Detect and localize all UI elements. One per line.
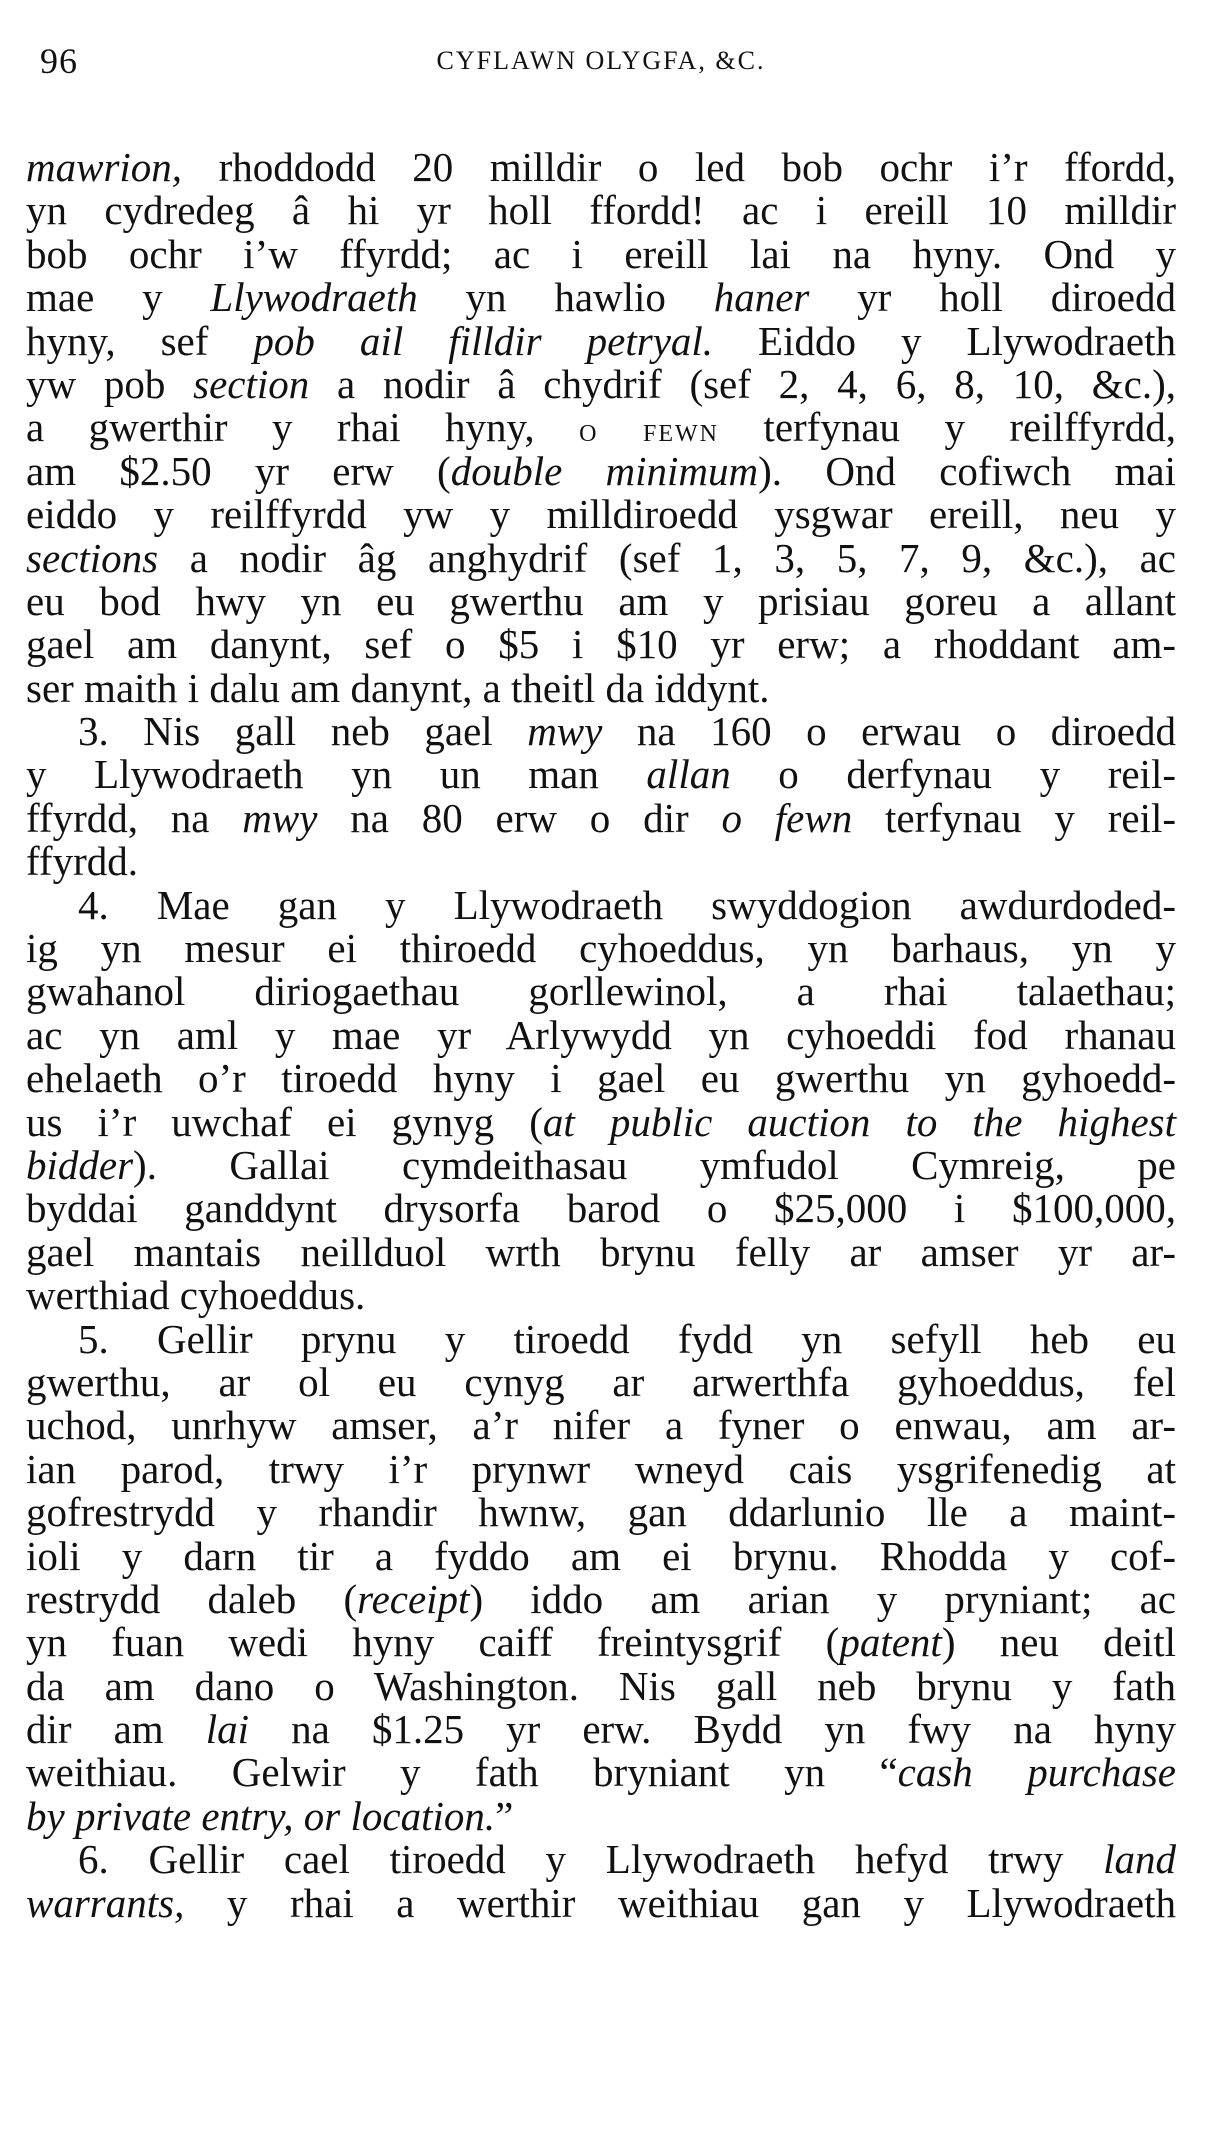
- italic-text: cash purchase: [897, 1749, 1176, 1796]
- text-line: [26, 840, 1176, 883]
- italic-text: mawrion,: [26, 144, 183, 190]
- text-run: werthiad cyhoeddus.: [26, 1272, 366, 1319]
- text-run: dir am: [26, 1706, 206, 1753]
- text-run: ian parod, trwy i’r prynwr wneyd cais ysgrifenedig at: [26, 1445, 1176, 1492]
- text-line: [26, 276, 1176, 319]
- running-title: CYFLAWN OLYGFA, &C.: [436, 46, 766, 75]
- text-line: [26, 1575, 1176, 1622]
- text-run: hyny, sef: [26, 317, 254, 364]
- text-run: yn cydredeg â hi yr holl ffordd! ac i ereill 10 milldir: [26, 187, 1176, 234]
- book-page: [26, 40, 1176, 1925]
- text-run: gwerthu, ar ol eu cynyg ar arwerthfa gyhoeddus, fel: [26, 1358, 1176, 1405]
- text-line: [26, 1792, 1176, 1839]
- text-line: [26, 1751, 1176, 1794]
- text-line: [26, 1404, 1176, 1447]
- text-run: yn hawlio: [417, 274, 714, 321]
- text-line: [26, 1491, 1176, 1534]
- text-run: na 160 o erwau o diroedd: [602, 708, 1176, 755]
- text-line: [26, 1098, 1176, 1145]
- text-line: [26, 1662, 1176, 1709]
- text-line: [26, 794, 1177, 841]
- italic-text: by private entry, or location.: [26, 1792, 496, 1839]
- text-line: [26, 577, 1176, 624]
- text-run: terfynau y reilffyrdd,: [719, 404, 1176, 451]
- italic-text: mwy: [242, 794, 318, 841]
- text-line: [26, 1274, 1176, 1317]
- text-run: y Llywodraeth yn un man: [26, 751, 647, 798]
- body-text: [26, 146, 1176, 1925]
- text-run: ) iddo am arian y pryniant; ac: [469, 1575, 1176, 1622]
- text-line: [26, 1879, 1176, 1926]
- text-run: ig yn mesur ei thiroedd cyhoeddus, yn barhaus, yn y: [26, 925, 1176, 972]
- italic-text: bidder: [26, 1141, 134, 1188]
- text-run: bob ochr i’w ffyrdd; ac i ereill lai na hyny. Ond y: [26, 230, 1176, 277]
- text-run: byddai ganddynt drysorfa barod o $25,000 i $100,000,: [26, 1185, 1176, 1232]
- text-run: na $1.25 yr erw. Bydd yn fwy na hyny: [249, 1706, 1176, 1753]
- text-line: [26, 753, 1176, 796]
- text-run: restrydd daleb (: [26, 1575, 358, 1622]
- text-run: ser maith i dalu am danynt, a theitl da iddynt.: [26, 664, 770, 711]
- text-run: uchod, unrhyw amser, a’r nifer a fyner o enwau, am ar-: [26, 1402, 1176, 1449]
- text-line: [26, 970, 1176, 1013]
- text-line: [26, 927, 1176, 970]
- italic-text: o fewn: [721, 794, 853, 841]
- text-run: us i’r uwchaf ei gynyg (: [26, 1098, 543, 1145]
- text-run: weithiau. Gelwir y fath bryniant yn “: [26, 1749, 898, 1796]
- text-run: ). Gallai cymdeithasau ymfudol Cymreig, pe: [133, 1141, 1176, 1188]
- text-line: [26, 493, 1176, 536]
- page-header: [26, 40, 1176, 100]
- text-line: [26, 1187, 1176, 1230]
- text-run: yr holl diroedd: [809, 274, 1176, 321]
- text-run: eiddo y reilffyrdd yw y milldiroedd ysgwar ereill, neu y: [26, 491, 1176, 538]
- text-run: ffyrdd.: [26, 838, 138, 885]
- page-number: 96: [40, 41, 78, 81]
- text-line: [26, 1011, 1176, 1058]
- text-line: [26, 447, 1176, 494]
- text-run: ehelaeth o’r tiroedd hyny i gael eu gwerthu yn gyhoedd-: [26, 1055, 1176, 1102]
- text-run: ffyrdd, na: [26, 794, 243, 841]
- text-run: 5. Gellir prynu y tiroedd fydd yn sefyll heb eu: [78, 1315, 1176, 1362]
- text-line: [26, 1141, 1176, 1188]
- italic-text: Llywodraeth: [210, 274, 418, 321]
- italic-text: pob ail filldir petryal.: [253, 317, 714, 364]
- text-line: [26, 189, 1176, 232]
- text-line: [26, 1057, 1176, 1100]
- text-run: a nodir â chydrif (sef 2, 4, 6, 8, 10, &c.),: [309, 360, 1176, 407]
- italic-text: at public auction to the highest: [542, 1098, 1176, 1145]
- text-line: [26, 1445, 1176, 1492]
- text-run: yn fuan wedi hyny caiff freintysgrif (: [26, 1619, 840, 1666]
- text-line: [26, 1708, 1176, 1751]
- text-line: [26, 230, 1176, 277]
- text-line: [26, 664, 1176, 711]
- text-line: [26, 1621, 1176, 1664]
- text-run: na 80 erw o dir: [317, 794, 722, 841]
- italic-text: land: [1103, 1836, 1176, 1883]
- text-run: 6. Gellir cael tiroedd y Llywodraeth hefyd trwy: [78, 1836, 1104, 1883]
- text-run: Eiddo y Llywodraeth: [713, 317, 1177, 364]
- text-run: da am dano o Washington. Nis gall neb brynu y fath: [26, 1662, 1176, 1709]
- text-run: yw pob: [26, 360, 194, 407]
- text-line: [26, 317, 1177, 364]
- italic-text: allan: [646, 751, 731, 798]
- text-run: gofrestrydd y rhandir hwnw, gan ddarlunio lle a maint-: [26, 1489, 1176, 1536]
- text-line: [26, 1532, 1176, 1579]
- text-run: ). Ond cofiwch mai: [758, 447, 1176, 494]
- text-line: [26, 1838, 1176, 1881]
- text-run: 3. Nis gall neb gael: [78, 708, 528, 755]
- text-run: ioli y darn tir a fyddo am ei brynu. Rhodda y cof-: [26, 1532, 1176, 1579]
- text-run: gael am danynt, sef o $5 i $10 yr erw; a rhoddant am-: [26, 621, 1176, 668]
- italic-text: double minimum: [450, 447, 759, 494]
- text-run: am $2.50 yr erw (: [26, 447, 451, 494]
- text-line: [26, 881, 1176, 928]
- italic-text: haner: [713, 274, 810, 321]
- text-line: [26, 1358, 1176, 1405]
- italic-text: lai: [205, 1706, 250, 1753]
- text-run: eu bod hwy yn eu gwerthu am y prisiau goreu a allant: [26, 577, 1176, 624]
- text-run: gwahanol diriogaethau gorllewinol, a rhai talaethau;: [26, 968, 1176, 1015]
- text-run: o derfynau y reil-: [730, 751, 1176, 798]
- text-line: [26, 146, 1176, 189]
- text-run: 4. Mae gan y Llywodraeth swyddogion awdurdoded-: [78, 881, 1176, 928]
- italic-text: sections: [26, 534, 159, 581]
- text-line: [26, 1315, 1176, 1362]
- text-run: ”: [495, 1792, 514, 1839]
- italic-text: warrants,: [26, 1879, 185, 1926]
- text-run: gael mantais neillduol wrth brynu felly ar amser yr ar-: [26, 1228, 1176, 1275]
- text-run: a nodir âg anghydrif (sef 1, 3, 5, 7, 9, &c.), ac: [158, 534, 1176, 581]
- text-line: [26, 1228, 1176, 1275]
- italic-text: section: [193, 360, 310, 407]
- italic-text: receipt: [357, 1575, 470, 1622]
- text-run: ) neu deitl: [941, 1619, 1176, 1666]
- text-line: [26, 623, 1176, 666]
- small-caps-text: o fewn: [579, 412, 719, 450]
- text-run: a gwerthir y rhai hyny,: [26, 404, 580, 451]
- text-line: [26, 710, 1176, 753]
- text-line: [26, 534, 1176, 581]
- text-run: rhoddodd 20 milldir o led bob ochr i’r ffordd,: [182, 144, 1176, 190]
- text-line: [26, 406, 1176, 449]
- text-run: terfynau y reil-: [852, 794, 1177, 841]
- text-line: [26, 360, 1176, 407]
- italic-text: patent: [839, 1619, 942, 1666]
- italic-text: mwy: [527, 708, 603, 755]
- text-run: ac yn aml y mae yr Arlywydd yn cyhoeddi fod rhanau: [26, 1011, 1176, 1058]
- text-run: mae y: [26, 274, 211, 321]
- text-run: y rhai a werthir weithiau gan y Llywodraeth: [184, 1879, 1176, 1926]
